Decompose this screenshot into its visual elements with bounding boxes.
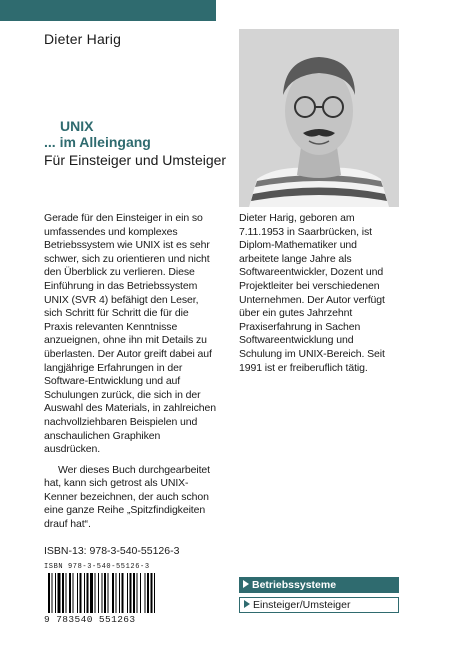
author-name: Dieter Harig [44, 31, 122, 47]
book-title-line2 [44, 134, 244, 150]
title-dots: ... [44, 134, 56, 150]
category-primary [239, 577, 399, 593]
triangle-right-icon [243, 580, 249, 588]
author-photo [239, 29, 399, 207]
category-secondary [239, 597, 399, 613]
author-bio [239, 212, 399, 375]
book-title-main: im Alleingang [59, 134, 151, 150]
author-portrait-illustration [239, 29, 399, 207]
isbn-13: ISBN-13: 978-3-540-55126-3 [44, 545, 180, 557]
description-paragraph: Wer dieses Buch durchgearbeitet hat, kann sich getrost als UNIX-Kenner bezeichnen, der auch schon eine ganze Reihe „Spitzfindigkeiten drauf hat“. [44, 463, 210, 531]
top-accent-bar [0, 0, 216, 21]
category-primary-label: Betriebssysteme [252, 579, 337, 591]
barcode-digits: 9 783540 551263 [44, 614, 136, 625]
book-description [44, 212, 218, 532]
triangle-right-icon [244, 600, 250, 608]
category-secondary-label: Einsteiger/Umsteiger [253, 599, 351, 611]
book-title-block [44, 118, 244, 169]
barcode-isbn-label: ISBN 978-3-540-55126-3 [44, 563, 150, 571]
book-subtitle: Für Einsteiger und Umsteiger [44, 152, 227, 168]
description-paragraph: Gerade für den Einsteiger in ein so umfassendes und komplexes Betriebssystem wie UNIX ist es sehr schwer, sich zu orientieren und nicht den Überblick zu verlieren. Diese Einführung in das Betriebssystem UNIX (SVR 4) befähigt den Leser, sich Schritt für Schritt die für die Praxis relevanten Kenntnisse anzueignen, ohne ihn mit Details zu überlasten. Der Autor greift dabei auf langjährige Erfahrungen in der Software-Entwicklung und auf Schulungen zurück, die sich in der Auswahl des Materials, in zahlreichen nachvollziehbaren Beispielen und anschaulichen Graphiken ausdrücken. [44, 212, 216, 456]
author-bio-text: Dieter Harig, geboren am 7.11.1953 in Saarbrücken, ist Diplom-Mathematiker und arbeitete lange Jahre als Softwareentwickler, Dozent und Projektleiter bei verschiedenen Unternehmen. Der Autor verfügt über ein gutes Jahrzehnt Praxiserfahrung in Sachen Softwareentwicklung und Schulung im UNIX-Bereich. Seit 1991 ist er freiberuflich tätig. [239, 212, 385, 374]
book-title: UNIX [60, 118, 94, 134]
